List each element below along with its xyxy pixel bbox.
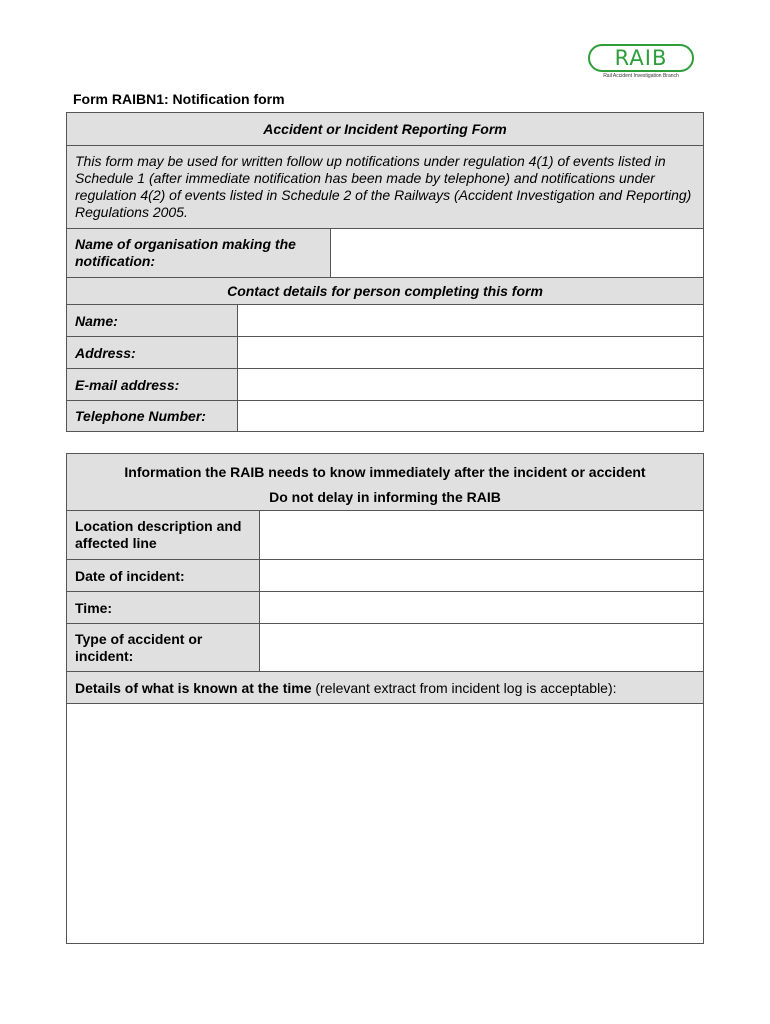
location-label: Location description and affected line bbox=[75, 518, 242, 551]
info-header bbox=[67, 454, 703, 510]
details-textarea[interactable] bbox=[67, 703, 703, 943]
logo-subtitle: Rail Accident Investigation Branch bbox=[603, 73, 679, 79]
org-input[interactable] bbox=[331, 228, 703, 277]
address-label: Address: bbox=[75, 345, 136, 361]
location-input[interactable] bbox=[260, 510, 703, 559]
type-input[interactable] bbox=[260, 623, 703, 671]
contact-header bbox=[67, 277, 703, 304]
name-input[interactable] bbox=[238, 304, 703, 336]
logo-text: RAIB bbox=[614, 46, 668, 70]
name-label-cell bbox=[67, 304, 237, 336]
incident-info-section bbox=[66, 453, 704, 944]
info-header-line2: Do not delay in informing the RAIB bbox=[269, 489, 501, 505]
reporting-form-section bbox=[66, 112, 704, 432]
details-label-cell bbox=[67, 671, 703, 703]
location-label-cell bbox=[67, 510, 259, 559]
info-header-line1: Information the RAIB needs to know immediately after the incident or accident bbox=[124, 464, 646, 480]
section-header bbox=[67, 113, 703, 145]
time-label: Time: bbox=[75, 600, 113, 616]
email-label-cell bbox=[67, 368, 237, 400]
intro-text-cell bbox=[67, 145, 703, 228]
telephone-label: Telephone Number: bbox=[75, 408, 206, 424]
raib-logo bbox=[588, 44, 694, 78]
org-label-cell bbox=[67, 228, 330, 277]
date-label-cell bbox=[67, 559, 259, 591]
type-label-cell bbox=[67, 623, 259, 671]
date-label: Date of incident: bbox=[75, 568, 185, 584]
org-label: Name of organisation making the notification: bbox=[75, 236, 296, 269]
contact-header-text: Contact details for person completing this form bbox=[227, 283, 543, 299]
date-input[interactable] bbox=[260, 559, 703, 591]
email-label: E-mail address: bbox=[75, 377, 180, 393]
address-input[interactable] bbox=[238, 336, 703, 368]
name-label: Name: bbox=[75, 313, 118, 329]
email-input[interactable] bbox=[238, 368, 703, 400]
form-title: Form RAIBN1: Notification form bbox=[73, 91, 285, 107]
address-label-cell bbox=[67, 336, 237, 368]
time-input[interactable] bbox=[260, 591, 703, 623]
intro-text: This form may be used for written follow up notifications under regulation 4(1) of events listed in Schedule 1 (after immediate notification has been made by telephone) and notifications under regulation 4(2) of events listed in Schedule 2 of the Railways (Accident Investigation and Reporting) Regulations 2005. bbox=[75, 153, 692, 220]
section-header-text: Accident or Incident Reporting Form bbox=[263, 121, 507, 137]
telephone-input[interactable] bbox=[238, 400, 703, 431]
details-label-bold: Details of what is known at the time bbox=[75, 680, 312, 696]
telephone-label-cell bbox=[67, 400, 237, 431]
time-label-cell bbox=[67, 591, 259, 623]
type-label: Type of accident or incident: bbox=[75, 631, 203, 664]
details-label-rest: (relevant extract from incident log is acceptable): bbox=[311, 680, 617, 696]
